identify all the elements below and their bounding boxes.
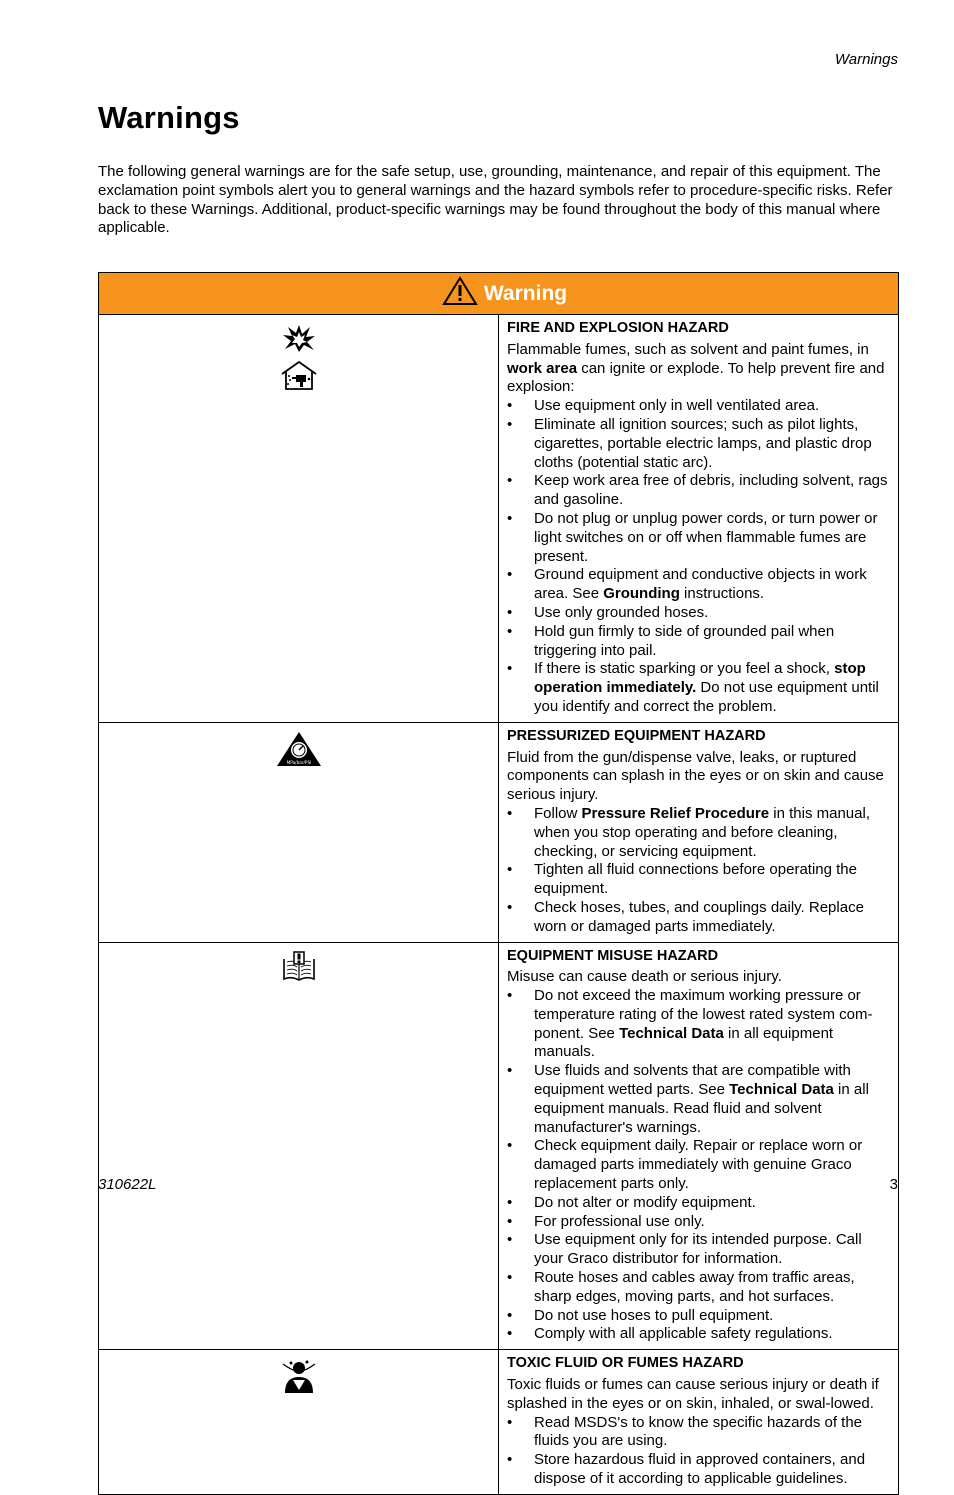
hazard-text-cell [499,942,899,1350]
text-run: in this manual, when you stop operating and before cleaning, checking, or servicing equipment. [534,804,870,860]
hazard-bullet-item [507,472,892,510]
pressure-units-label: MPa/bar/PSI [286,759,311,765]
hazard-description [507,749,892,805]
hazard-row [99,942,899,1350]
hazard-bullet-item [507,1231,892,1269]
hazard-bullet-item [507,1451,892,1489]
hazard-text-cell [499,1350,899,1495]
text-run: Ground equipment and conductive objects in work area. See [534,566,867,603]
text-run: Tighten all fluid connections before operating the equipment. [534,861,857,898]
hazard-title: EQUIPMENT MISUSE HAZARD [507,947,719,964]
text-run: Flammable fumes, such as solvent and paint fumes, in [507,340,869,358]
hazard-title: TOXIC FLUID OR FUMES HAZARD [507,1355,744,1372]
hazard-bullet-item [507,1213,892,1232]
hazard-bullet-item [507,899,892,937]
text-run: Read MSDS's to know the specific hazards of the fluids you are using. [534,1413,863,1450]
text-run: Do not exceed the maximum working pressure or temperature rating of the lowest rated system com-ponent. See [534,987,873,1042]
hazard-bullet-item [507,987,892,1062]
bold-phrase: stop operation immediately. [534,660,866,697]
text-run: Do not alter or modify equipment. [534,1193,756,1211]
hazard-icon-cell [99,315,499,723]
text-run: can ignite or explode. To help prevent fire and explosion: [507,359,885,396]
warning-table-header [99,273,899,315]
text-run: Do not use equipment until you identify and correct the problem. [534,679,879,715]
text-run: If there is static sparking or you feel a shock, [534,660,835,678]
hazard-bullet-item [507,1414,892,1452]
text-run: Misuse can cause death or serious injury. [507,968,782,986]
text-run: Store hazardous fluid in approved containers, and dispose of it according to applicable guidelines. [534,1451,866,1488]
hazard-bullet-item [507,660,892,716]
hazard-title: FIRE AND EXPLOSION HAZARD [507,320,729,336]
text-run: Hold gun firmly to side of grounded pail when triggering into pail. [534,622,835,659]
running-header: Warnings [834,51,898,68]
text-run: Do not plug or unplug power cords, or turn power or light switches on or off when flammable fumes are present. [534,509,878,565]
hazard-text-cell [499,315,899,723]
hazard-bullet-list [507,1414,892,1489]
hazard-bullet-item [507,397,892,416]
warning-header-label: Warning [483,281,568,305]
text-run: in all equipment manuals. [534,1024,834,1061]
hazard-bullet-item [507,1325,892,1344]
fire-explosion-icon [99,323,498,353]
hazard-icon-cell [99,722,499,942]
hazard-bullet-item [507,566,892,604]
bold-phrase: Technical Data [619,1024,724,1042]
text-run: Check hoses, tubes, and couplings daily. Replace worn or damaged parts immediately. [534,898,864,935]
page-title: Warnings [98,100,240,135]
hazard-bullet-list [507,987,892,1344]
hazard-row [99,315,899,723]
text-run: Do not use hoses to pull equipment. [534,1306,774,1324]
hazard-bullet-item [507,623,892,661]
hazard-row [99,722,899,942]
hazard-bullet-item [507,1062,892,1137]
hazard-bullet-list [507,397,892,717]
hazard-row [99,1350,899,1495]
text-run: Follow [534,804,582,822]
text-run: Comply with all applicable safety regulations. [534,1325,833,1343]
page-number: 3 [889,1176,898,1193]
hazard-bullet-item [507,510,892,566]
text-run: Use equipment only in well ventilated area. [534,397,820,415]
hazard-bullet-item [507,1194,892,1213]
hazard-text-cell [499,722,899,942]
hazard-bullet-item [507,1307,892,1326]
house-spray-icon [99,359,498,391]
text-run: in all equipment manuals. Read fluid and solvent manufacturer's warnings. [534,1081,869,1136]
warning-table [98,272,899,1495]
bold-phrase: Pressure Relief Procedure [581,804,770,822]
hazard-icon-cell [99,1350,499,1495]
hazard-bullet-item [507,1137,892,1193]
text-run: Eliminate all ignition sources; such as pilot lights, cigarettes, portable electric lamps, and plastic drop cloths (potential static arc). [534,415,872,471]
hazard-icon-cell [99,942,499,1350]
hazard-bullet-item [507,416,892,472]
pressure-gauge-icon [99,731,498,767]
text-run: Toxic fluids or fumes can cause serious injury or death if splashed in the eyes or on skin, inhaled, or swal-lowed. [507,1376,879,1412]
text-run: Keep work area free of debris, including solvent, rags and gasoline. [534,472,888,509]
text-run: For professional use only. [534,1212,705,1230]
text-run: Check equipment daily. Repair or replace worn or damaged parts immediately with genuine Graco replacement parts only. [534,1137,863,1193]
hazard-description [507,968,892,987]
hazard-description [507,1376,892,1414]
warning-triangle-icon [442,276,478,312]
hazard-bullet-item [507,604,892,623]
hazard-bullet-item [507,805,892,861]
document-number: 310622L [98,1176,157,1193]
hazard-bullet-item [507,1269,892,1307]
intro-paragraph: The following general warnings are for the safe setup, use, grounding, maintenance, and repair of this equipment. The exclamation point symbols alert you to general warnings and the hazard symbols refer to procedure-specific risks. Refer back to these Warnings. Additional, product-specific warnings may be found throughout the body of this manual where applicable. [98,163,893,237]
text-run: Use fluids and solvents that are compatible with equipment wetted parts. See [534,1062,851,1099]
manual-read-icon [99,951,498,983]
text-run: instructions. [679,585,765,603]
bold-phrase: Technical Data [729,1081,834,1099]
bold-phrase: Grounding [603,585,680,603]
bold-phrase: work area [507,359,578,377]
hazard-bullet-item [507,861,892,899]
text-run: Use equipment only for its intended purpose. Call your Graco distributor for information. [534,1231,862,1268]
text-run: Use only grounded hoses. [534,603,709,621]
text-run: Route hoses and cables away from traffic areas, sharp edges, moving parts, and hot surfaces. [534,1269,855,1305]
hazard-title: PRESSURIZED EQUIPMENT HAZARD [507,727,766,744]
text-run: Fluid from the gun/dispense valve, leaks, or ruptured components can splash in the eyes or on skin and cause serious injury. [507,748,884,804]
toxic-fumes-icon [99,1358,498,1394]
hazard-description [507,341,892,397]
hazard-bullet-list [507,805,892,937]
